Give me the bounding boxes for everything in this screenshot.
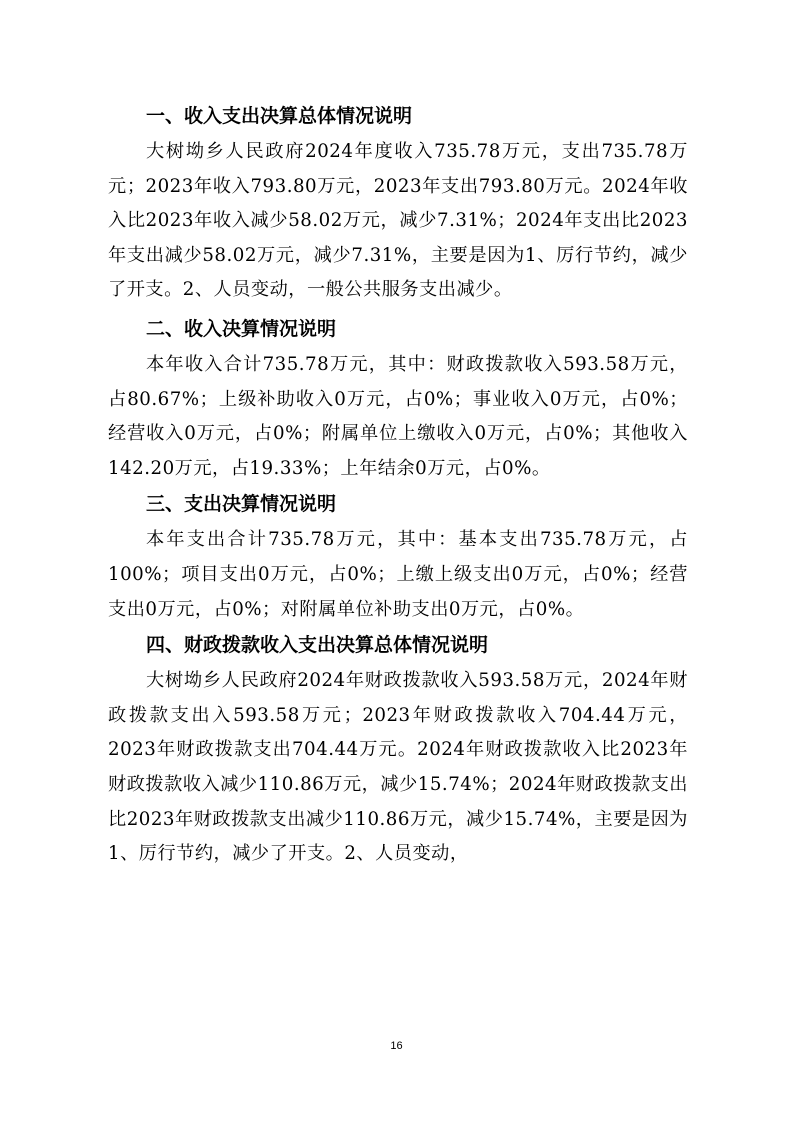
section-fiscal-appropriation — [108, 627, 688, 872]
section-expenditure — [108, 486, 688, 627]
section-heading-expenditure: 三、支出决算情况说明 — [146, 493, 337, 516]
section-paragraph-income: 本年收入合计735.78万元，其中：财政拨款收入593.58万元，占80.67%；上级补助收入0万元，占0%；事业收入0万元，占0%；经营收入0万元，占0%；附属单位上缴收入0万元，占0%；其他收入142.20万元，占19.33%；上年结余0万元，占0%。 — [108, 353, 688, 479]
section-heading-overall: 一、收入支出决算总体情况说明 — [146, 105, 413, 127]
section-heading-income: 二、收入决算情况说明 — [146, 317, 337, 340]
section-paragraph-fiscal-appropriation: 大树坳乡人民政府2024年财政拨款收入593.58万元，2024年财政拨款支出入593.58万元；2023年财政拨款收入704.44万元，2023年财政拨款支出704.44万元。2024年财政拨款收入比2023年财政拨款收入减少110.86万元，减少15.74%；2024年财政拨款支出比2023年财政拨款支出减少110.86万元，减少15.74%，主要是因为1、厉行节约，减少了开支。2、人员变动， — [108, 670, 688, 865]
section-paragraph-expenditure: 本年支出合计735.78万元，其中：基本支出735.78万元，占100%；项目支出0万元，占0%；上缴上级支出0万元，占0%；经营支出0万元，占0%；对附属单位补助支出0万元，占0%。 — [108, 529, 688, 620]
section-heading-fiscal-appropriation: 四、财政拨款收入支出决算总体情况说明 — [146, 634, 489, 657]
section-paragraph-overall: 大树坳乡人民政府2024年度收入735.78万元，支出735.78万元；2023年收入793.80万元，2023年支出793.80万元。2024年收入比2023年收入减少58.02万元，减少7.31%；2024年支出比2023年支出减少58.02万元，减少7.31%，主要是因为1、厉行节约，减少了开支。2、人员变动，一般公共服务支出减少。 — [108, 141, 688, 301]
page-number: 16 — [390, 1040, 403, 1052]
section-income — [108, 311, 688, 486]
section-overall — [108, 98, 688, 308]
document-body — [108, 98, 688, 872]
